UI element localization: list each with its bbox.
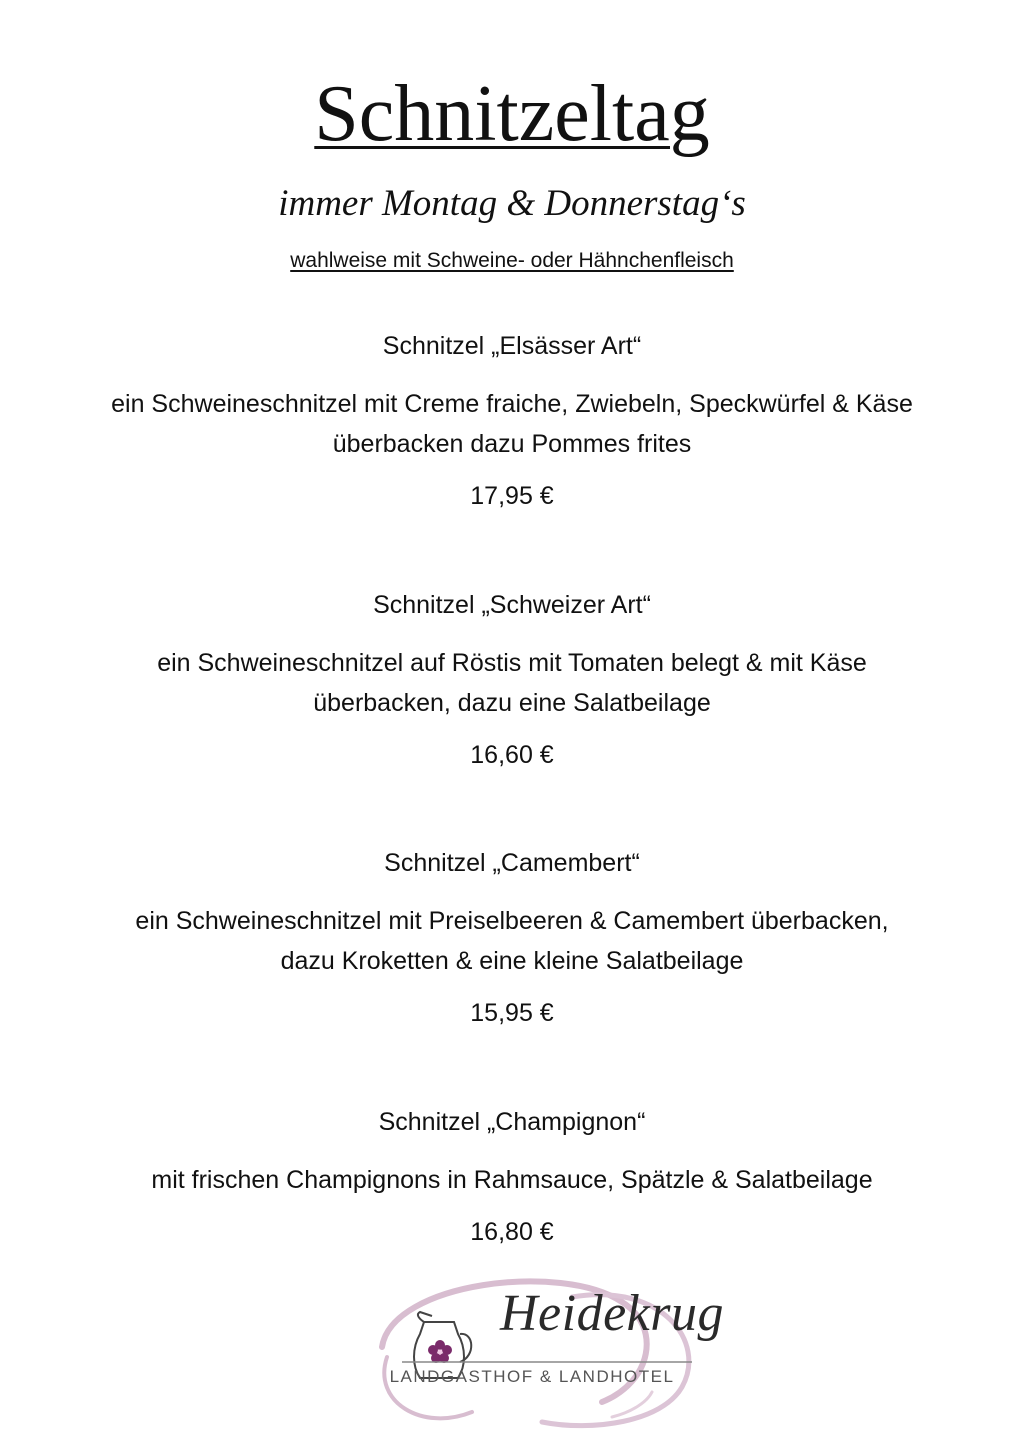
menu-item-price: 16,60 € — [470, 741, 554, 769]
flower-icon — [428, 1340, 452, 1363]
menu-item-description-line: mit frischen Champignons in Rahmsauce, Spätzle & Salatbeilage — [151, 1166, 873, 1194]
menu-item-description-line: ein Schweineschnitzel auf Röstis mit Tomaten belegt & mit Käse — [157, 649, 867, 677]
menu-item — [0, 330, 1024, 512]
menu-item-price: 15,95 € — [470, 999, 554, 1027]
page-subtitle: immer Montag & Donnerstag‘s — [278, 183, 746, 224]
menu-item-description — [0, 901, 1024, 981]
menu-item-name: Schnitzel „Schweizer Art“ — [373, 591, 651, 619]
logo-script-text: Heidekrug — [500, 1285, 724, 1342]
menu-item-description-line: ein Schweineschnitzel mit Creme fraiche, Zwiebeln, Speckwürfel & Käse — [111, 390, 913, 418]
heidekrug-logo — [362, 1262, 724, 1437]
menu-item-price: 17,95 € — [470, 482, 554, 510]
menu-item-description-line: überbacken, dazu eine Salatbeilage — [313, 689, 711, 717]
menu-item — [0, 589, 1024, 771]
menu-item-name: Schnitzel „Champignon“ — [378, 1108, 646, 1136]
menu-item-description-line: überbacken dazu Pommes frites — [332, 430, 692, 458]
menu-item — [0, 847, 1024, 1029]
menu-item — [0, 1106, 1024, 1248]
page-title: Schnitzeltag — [314, 70, 710, 158]
meat-choice-note: wahlweise mit Schweine- oder Hähnchenfleisch — [290, 249, 734, 272]
menu-item-price: 16,80 € — [470, 1218, 554, 1246]
menu-item-description-line: dazu Kroketten & eine kleine Salatbeilage — [280, 947, 744, 975]
menu-item-description — [0, 1160, 1024, 1200]
menu-item-name: Schnitzel „Elsässer Art“ — [382, 332, 642, 360]
menu-item-description — [0, 384, 1024, 464]
logo-tagline: LANDGASTHOF & LANDHOTEL — [389, 1367, 675, 1386]
menu-item-name: Schnitzel „Camembert“ — [384, 849, 640, 877]
menu-item-description-line: ein Schweineschnitzel mit Preiselbeeren & Camembert überbacken, — [135, 907, 889, 935]
menu-item-description — [0, 643, 1024, 723]
